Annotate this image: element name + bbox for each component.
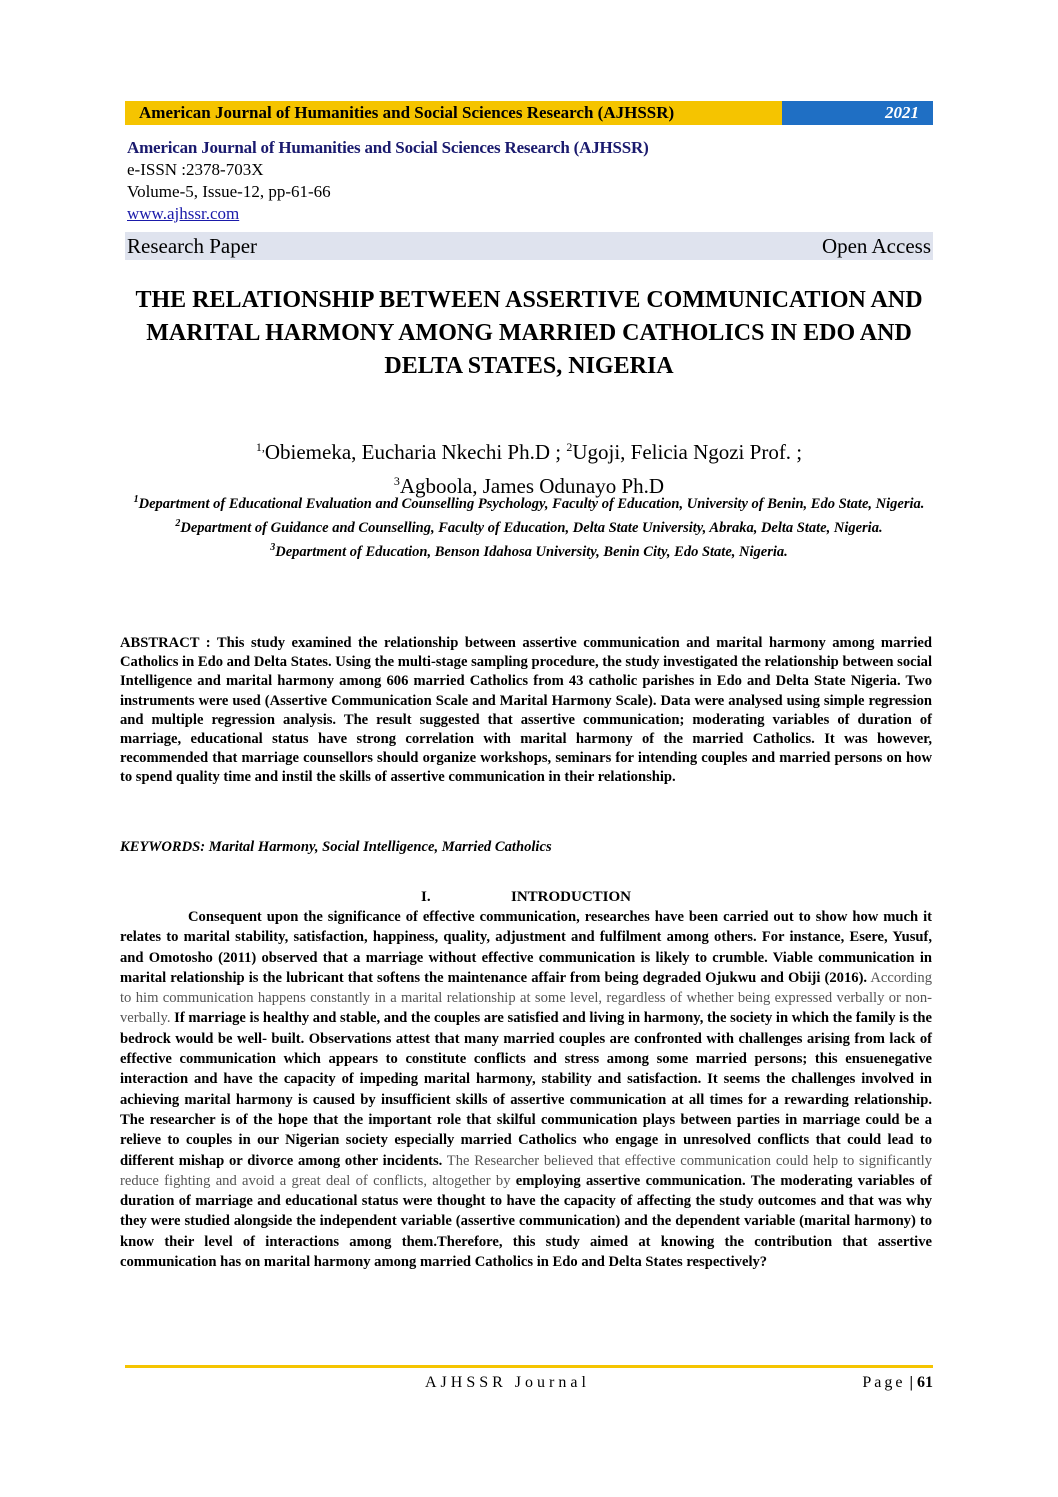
access-type: Open Access bbox=[821, 233, 931, 258]
masthead bbox=[127, 136, 933, 225]
masthead-eissn: e-ISSN :2378-703X bbox=[127, 160, 264, 179]
author-1: Obiemeka, Eucharia Nkechi Ph.D ; bbox=[264, 440, 562, 464]
footer-rule bbox=[125, 1365, 933, 1368]
footer-separator: | bbox=[909, 1374, 913, 1391]
intro-part-3: If marriage is healthy and stable, and the couples are satisfied and living in harmony, the society in which the family is the bedrock would be well- built. Observations attest that many married couples are confronted with challenges arising from lack of effective communication which appears to constitute conflicts and stress among some married persons; this ensuenegative interaction and have the capacity of impeding marital harmony, stability and satisfaction. It seems the challenges involved in achieving marital harmony is caused by insufficient skills of assertive communication at all times for a rewarding relationship. The researcher is of the hope that the important role that skilful communication plays between parties in marriage could be a relieve to couples in our Nigerian society especially married Catholics who engage in unresolved conflicts that could lead to different mishap or divorce among other incidents. bbox=[120, 1010, 932, 1169]
abstract-label: ABSTRACT : bbox=[120, 635, 211, 651]
affiliations bbox=[125, 490, 933, 561]
running-header bbox=[125, 101, 933, 125]
introduction-paragraph bbox=[120, 907, 932, 1272]
paper-type-bar bbox=[125, 232, 933, 260]
paper-title: THE RELATIONSHIP BETWEEN ASSERTIVE COMMUNICATION AND MARITAL HARMONY AMONG MARRIED CATHOLICS IN EDO AND DELTA STATES, NIGERIA bbox=[135, 287, 923, 379]
footer-journal: AJHSSR Journal bbox=[425, 1374, 590, 1391]
page-footer bbox=[125, 1374, 933, 1398]
affiliation-2: $^2$Department of Guidance and Counselling, Faculty of Education, Delta State University, Abraka, Delta State, Nigeria. bbox=[175, 517, 883, 536]
author-3-sup: 3 bbox=[393, 474, 400, 488]
affiliation-1: $^1$Department of Educational Evaluation and Counselling Psychology, Faculty of Education, University of Benin, Edo State, Nigeria. bbox=[133, 494, 925, 512]
author-3: Agboola, James Odunayo Ph.D bbox=[399, 474, 665, 498]
intro-part-5: employing assertive communication. The moderating variables of duration of marriage and educational status were thought to have the capacity of affecting the study outcomes and that was why they were studied alongside the independent variable (assertive communication) and the dependent variable (marital harmony) to know their level of interactions among them.Therefore, this study aimed at knowing the contribution that assertive communication has on marital harmony among married Catholics in Edo and Delta States respectively? bbox=[120, 1172, 933, 1271]
affiliation-3: $^3$Department of Education, Benson Idahosa University, Benin City, Edo State, Nigeria. bbox=[270, 541, 788, 560]
intro-part-2: According to him communication happens constantly in a marital relationship at some level, regardless of whether being expressed verbally or non-verbally. bbox=[120, 969, 932, 1027]
abstract bbox=[120, 634, 932, 788]
section-number: I. bbox=[420, 889, 431, 905]
intro-part-1: Consequent upon the significance of effective communication, researches have been carried out to show how much it relates to marital stability, satisfaction, happiness, quality, adjustment and fulfilment among others. For instance, Esere, Yusuf, and Omotosho (2011) observed that a marriage without effective communication is likely to crumble. Viable communication in marital relationship is the lubricant that softens the maintenance affair from being degraded Ojukwu and Obiji (2016). bbox=[120, 909, 932, 986]
intro-part-4: The Researcher believed that effective communication could help to significantly reduce fighting and avoid a great deal of conflicts, altogether by bbox=[120, 1152, 932, 1189]
section-heading-introduction bbox=[120, 888, 932, 907]
paper-type: Research Paper bbox=[127, 233, 258, 258]
abstract-text: This study examined the relationship between assertive communication and marital harmony among married Catholics in Edo and Delta States. Using the multi-stage sampling procedure, the study investigated the relationship between social Intelligence and marital harmony among 606 married Catholics from 43 catholic parishes in Edo and Delta State Nigeria. Two instruments were used (Assertive Communication Scale and Marital Harmony Scale). Data were analysed using simple regression and multiple regression analysis. The result suggested that assertive communication; moderating variables of duration of marriage, educational status have strong correlation with marital harmony of the married Catholics. It was however, recommended that marriage counsellors should organize workshops, seminars for intending couples and married persons on how to spend quality time and instil the skills of assertive communication in their relationship. bbox=[120, 635, 933, 786]
keywords: KEYWORDS: Marital Harmony, Social Intelligence, Married Catholics bbox=[120, 839, 552, 855]
footer-page-number: 61 bbox=[917, 1374, 933, 1391]
footer-page bbox=[862, 1374, 933, 1392]
author-2: Ugoji, Felicia Ngozi Prof. ; bbox=[572, 440, 803, 464]
masthead-website-link[interactable]: www.ajhssr.com bbox=[127, 204, 240, 223]
masthead-journal-name: American Journal of Humanities and Social Sciences Research (AJHSSR) bbox=[127, 138, 649, 157]
running-header-journal: American Journal of Humanities and Social Sciences Research (AJHSSR) bbox=[125, 101, 782, 125]
footer-page-label: Page bbox=[862, 1374, 906, 1391]
masthead-volume: Volume-5, Issue-12, pp-61-66 bbox=[127, 182, 331, 201]
author-2-sup: 2 bbox=[566, 440, 573, 454]
running-header-year: 2021 bbox=[782, 101, 933, 125]
author-1-sup: 1, bbox=[255, 440, 265, 454]
section-title: INTRODUCTION bbox=[510, 889, 631, 905]
